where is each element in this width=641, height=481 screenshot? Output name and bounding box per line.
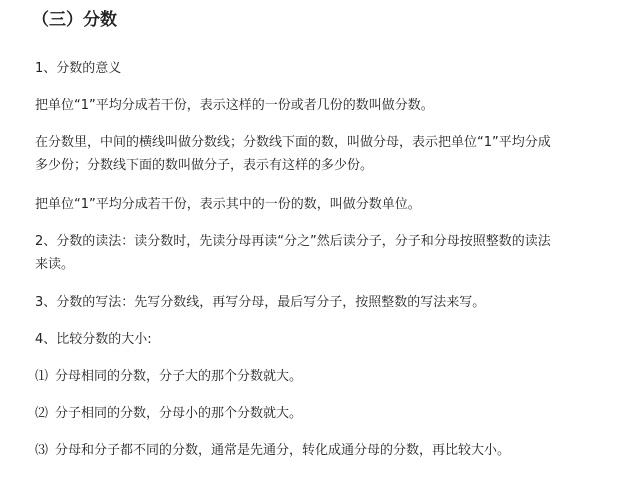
- reading-method-line-2: 来读。: [35, 257, 75, 272]
- rule-marker-2: ⑵: [35, 406, 49, 421]
- subsection-title-meaning: 1、分数的意义: [35, 61, 122, 76]
- comparison-rule-3: [35, 442, 510, 460]
- subsection-title-comparison: 4、比较分数的大小:: [35, 332, 152, 347]
- rule-text-2: 分子相同的分数，分母小的那个分数就大。: [55, 406, 303, 421]
- comparison-rule-1: [35, 368, 302, 386]
- reading-method-line-1: 2、分数的读法：读分数时，先读分母再读“分之”然后读分子，分子和分母按照整数的读法: [35, 234, 551, 249]
- fraction-parts-paragraph-line-1: 在分数里，中间的横线叫做分数线；分数线下面的数，叫做分母，表示把单位“1”平均分成: [35, 135, 551, 150]
- rule-text-3: 分母和分子都不同的分数，通常是先通分，转化成通分母的分数，再比较大小。: [55, 443, 511, 458]
- fraction-parts-paragraph-line-2: 多少份；分数线下面的数叫做分子，表示有这样的多少份。: [35, 158, 374, 173]
- rule-marker-1: ⑴: [35, 369, 49, 384]
- fraction-unit-paragraph: 把单位“1”平均分成若干份，表示其中的一份的数，叫做分数单位。: [35, 197, 421, 212]
- rule-text-1: 分母相同的分数，分子大的那个分数就大。: [55, 369, 303, 384]
- writing-method-paragraph: 3、分数的写法：先写分数线，再写分母，最后写分子，按照整数的写法来写。: [35, 295, 486, 310]
- rule-marker-3: ⑶: [35, 443, 49, 458]
- section-heading: （三）分数: [32, 10, 117, 30]
- definition-paragraph: 把单位“1”平均分成若干份，表示这样的一份或者几份的数叫做分数。: [35, 98, 434, 113]
- comparison-rule-2: [35, 405, 302, 423]
